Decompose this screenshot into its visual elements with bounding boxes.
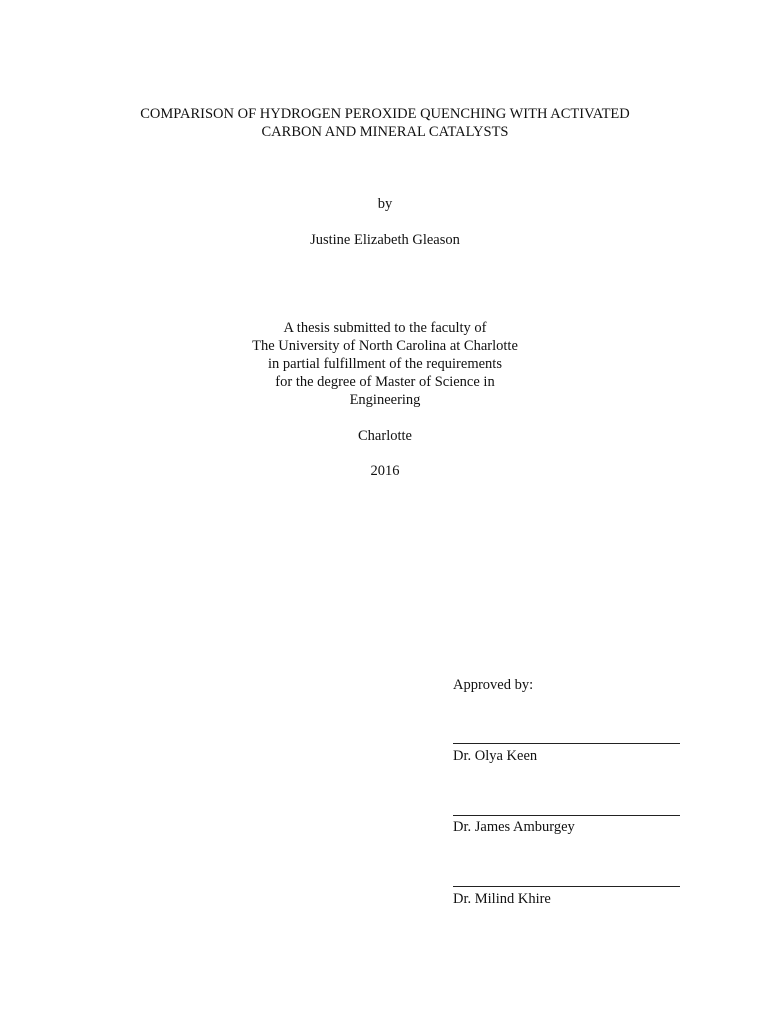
signatory-name-2: Dr. James Amburgey <box>453 819 575 835</box>
submission-statement <box>0 319 770 409</box>
signature-line-1 <box>453 743 680 744</box>
approved-by-heading: Approved by: <box>453 677 534 693</box>
statement-line-4: for the degree of Master of Science in <box>275 374 495 390</box>
submission-year: 2016 <box>370 463 400 479</box>
by-label: by <box>377 196 393 212</box>
statement-line-5: Engineering <box>349 392 421 408</box>
author-name: Justine Elizabeth Gleason <box>310 232 460 248</box>
signature-line-2 <box>453 815 680 816</box>
statement-line-3: in partial fulfillment of the requirements <box>268 356 502 372</box>
thesis-title-line-1: COMPARISON OF HYDROGEN PEROXIDE QUENCHING WITH ACTIVATED <box>140 106 630 122</box>
thesis-title <box>0 105 770 141</box>
place-of-submission: Charlotte <box>358 428 412 444</box>
statement-line-2: The University of North Carolina at Charlotte <box>252 338 518 354</box>
thesis-title-line-2: CARBON AND MINERAL CATALYSTS <box>261 124 509 140</box>
statement-line-1: A thesis submitted to the faculty of <box>283 320 487 336</box>
signature-line-3 <box>453 886 680 887</box>
signatory-name-1: Dr. Olya Keen <box>453 748 538 764</box>
signatory-name-3: Dr. Milind Khire <box>453 891 551 907</box>
